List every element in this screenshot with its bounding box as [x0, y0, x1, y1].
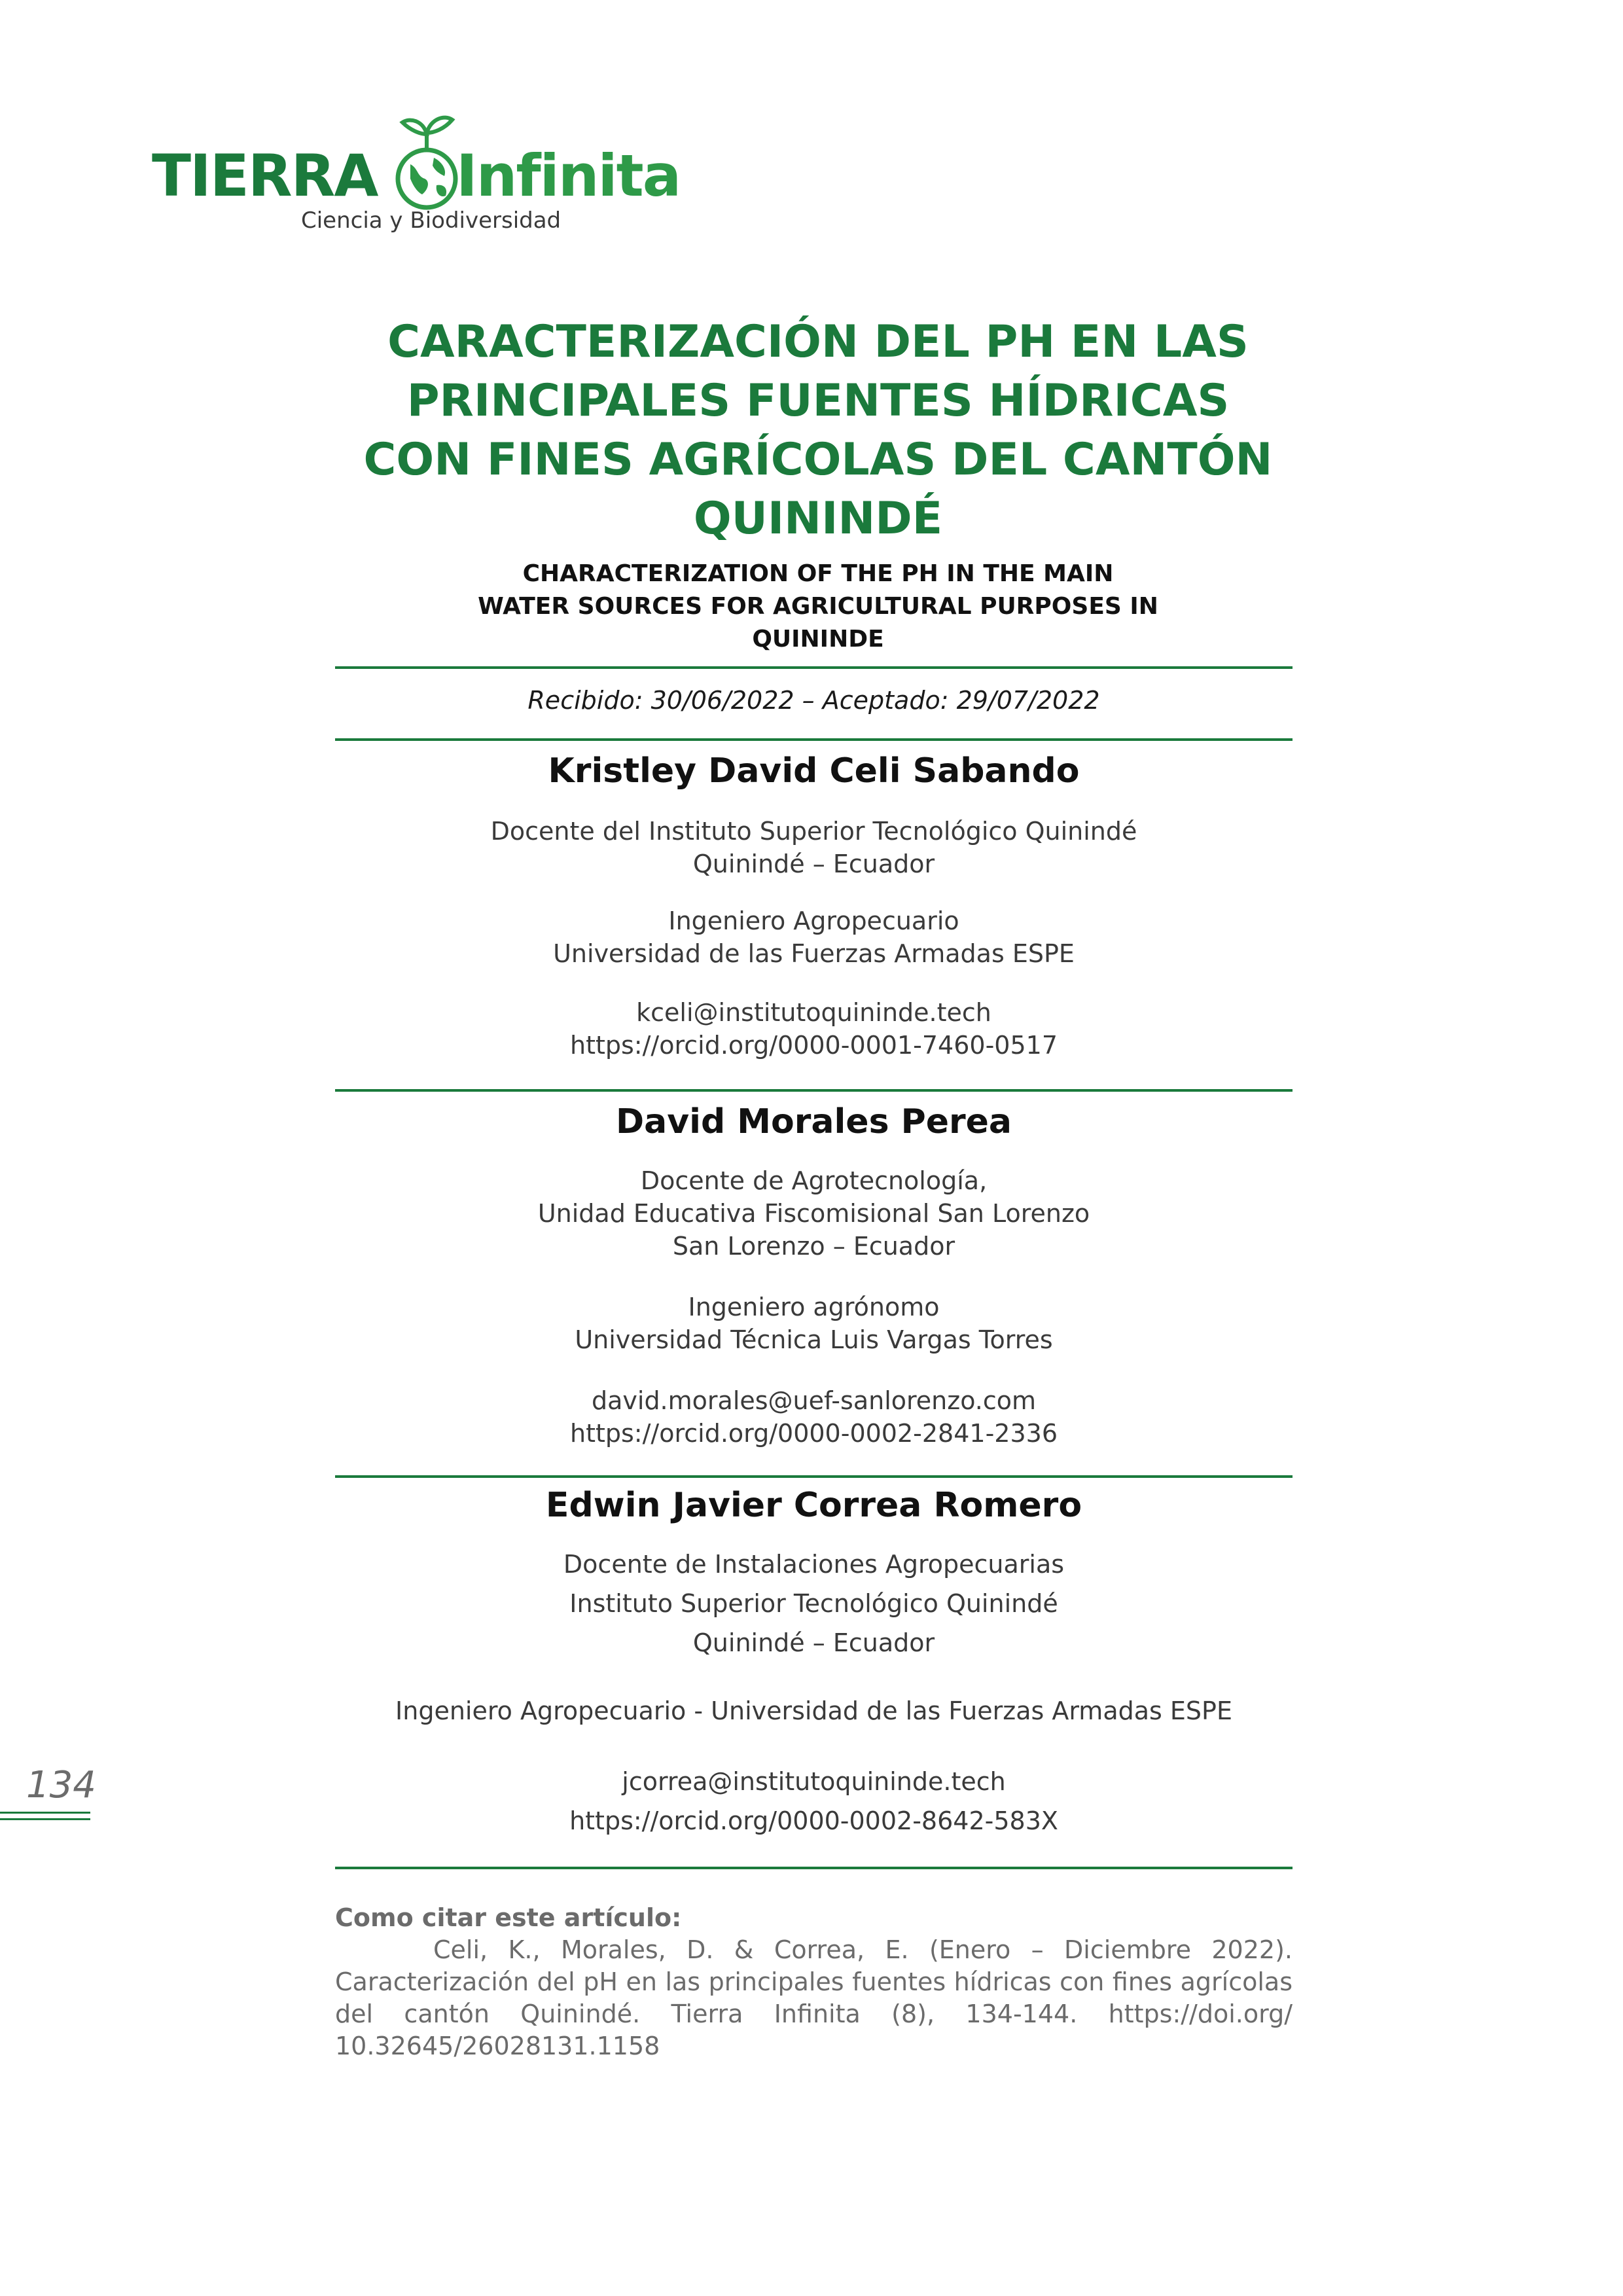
page-number-rule [0, 1818, 90, 1820]
author-name: Edwin Javier Correa Romero [545, 1486, 1082, 1525]
title-line: CARACTERIZACIÓN DEL PH EN LAS [387, 316, 1249, 368]
author-degree: Ingeniero Agropecuario [668, 906, 959, 935]
author-email[interactable]: kceli@institutoquininde.tech [636, 998, 991, 1027]
author-orcid[interactable]: https://orcid.org/0000-0002-2841-2336 [570, 1419, 1058, 1448]
subtitle-line: QUININDE [752, 626, 884, 653]
citation-text: Celi, K., Morales, D. & Correa, E. (Enero – Diciembre 2022). Caracterización del pH en las principales fuentes hídricas con fines agrícolas del cantón Quinindé. Tierra Infinita (8), 134-144. https://doi.org/ 10.32645/26028131.1158 [335, 1935, 1293, 2060]
logo-word-infinita: Infinita [456, 142, 681, 209]
author-university: Universidad de las Fuerzas Armadas ESPE [553, 939, 1075, 968]
divider [335, 1475, 1293, 1478]
author-affiliation: Unidad Educativa Fiscomisional San Lorenzo [537, 1199, 1090, 1228]
author-email[interactable]: jcorrea@institutoquininde.tech [622, 1767, 1006, 1796]
author-orcid[interactable]: https://orcid.org/0000-0002-8642-583X [569, 1806, 1058, 1835]
author-affiliation: Instituto Superior Tecnológico Quinindé [569, 1589, 1058, 1618]
received-accepted-dates: Recibido: 30/06/2022 – Aceptado: 29/07/2022 [527, 686, 1100, 715]
author-affiliation: Docente de Instalaciones Agropecuarias [563, 1550, 1065, 1579]
author-name: Kristley David Celi Sabando [548, 751, 1080, 791]
divider [335, 666, 1293, 669]
citation-heading: Como citar este artículo: [335, 1903, 682, 1932]
divider [335, 1089, 1293, 1092]
subtitle-line: CHARACTERIZATION OF THE PH IN THE MAIN [522, 560, 1114, 587]
page-number-rule [0, 1812, 90, 1814]
author-affiliation: Docente de Agrotecnología, [640, 1166, 988, 1195]
author-affiliation: Docente del Instituto Superior Tecnológico Quinindé [490, 817, 1137, 846]
subtitle-line: WATER SOURCES FOR AGRICULTURAL PURPOSES IN [478, 593, 1158, 620]
author-location: San Lorenzo – Ecuador [672, 1232, 955, 1261]
author-email[interactable]: david.morales@uef-sanlorenzo.com [591, 1386, 1037, 1415]
author-location: Quinindé – Ecuador [692, 1628, 935, 1657]
title-line: QUININDÉ [693, 493, 943, 545]
author-degree-university: Ingeniero Agropecuario - Universidad de las Fuerzas Armadas ESPE [395, 1696, 1232, 1725]
divider [335, 1867, 1293, 1869]
page-number: 134 [26, 1764, 96, 1806]
author-location: Quinindé – Ecuador [692, 850, 935, 878]
author-degree: Ingeniero agrónomo [688, 1293, 940, 1321]
author-name: David Morales Perea [615, 1102, 1012, 1141]
citation-block [335, 1902, 1293, 2062]
title-line: PRINCIPALES FUENTES HÍDRICAS [406, 375, 1230, 427]
title-line: CON FINES AGRÍCOLAS DEL CANTÓN [363, 434, 1273, 486]
logo-word-tierra: TIERRA [152, 142, 378, 209]
logo-tagline: Ciencia y Biodiversidad [301, 207, 562, 234]
author-university: Universidad Técnica Luis Vargas Torres [575, 1325, 1053, 1354]
divider [335, 738, 1293, 741]
author-orcid[interactable]: https://orcid.org/0000-0001-7460-0517 [570, 1031, 1058, 1060]
journal-logo [152, 108, 681, 239]
